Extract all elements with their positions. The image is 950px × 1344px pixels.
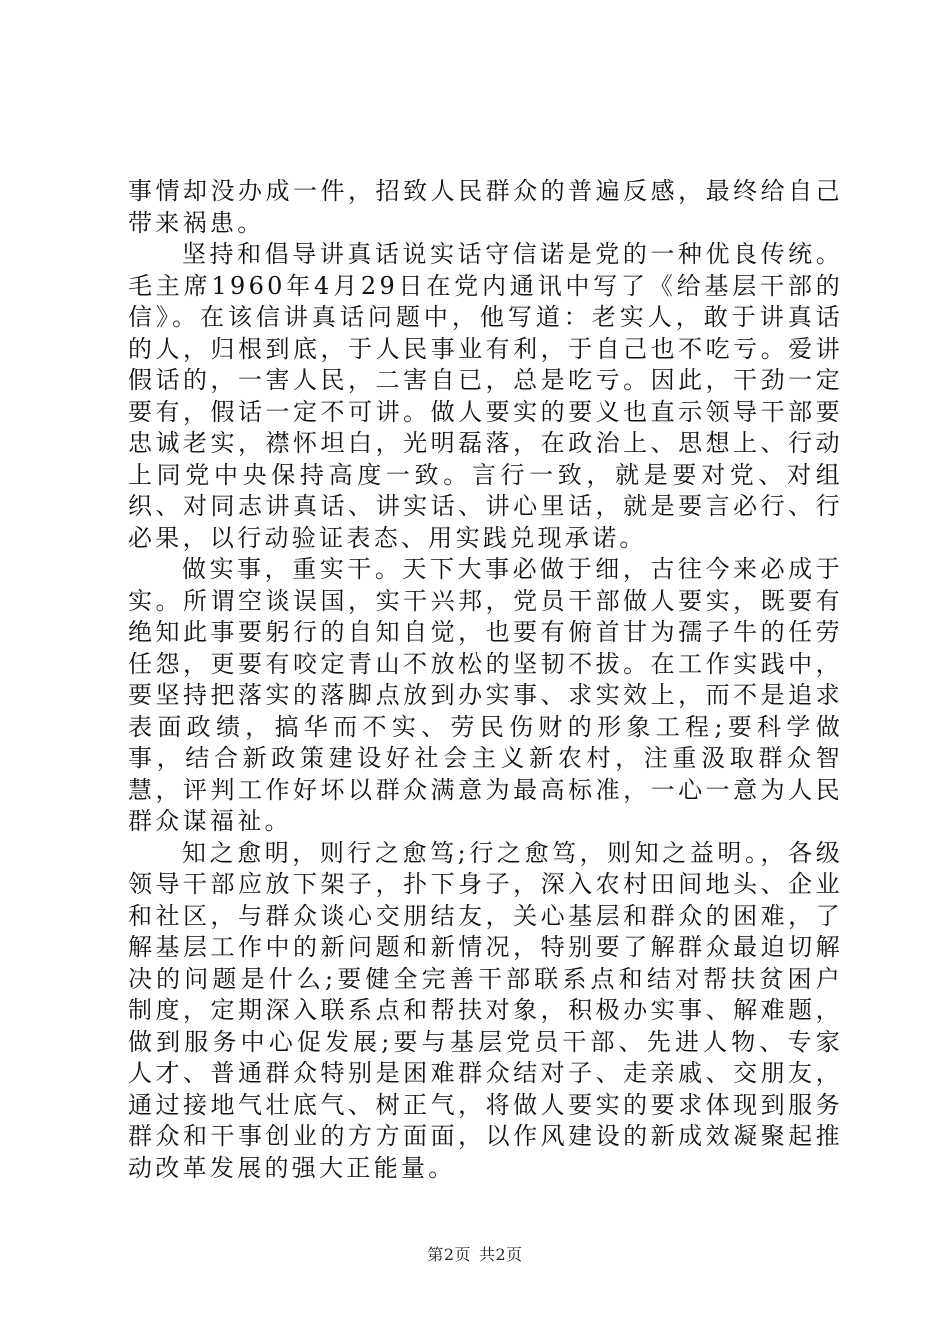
page-footer — [0, 1244, 950, 1266]
paragraph-2: 坚持和倡导讲真话说实话守信诺是党的一种优良传统。毛主席1960年4月29日在党内通讯中写了《给基层干部的信》。在该信讲真话问题中，他写道：老实人，敢于讲真话的人，归根到底，于人民事业有利，于自己也不吃亏。爱讲假话的，一害人民，二害自已，总是吃亏。因此，干劲一定要有，假话一定不可讲。做人要实的要义也直示领导干部要忠诚老实，襟怀坦白，光明磊落，在政治上、思想上、行动上同党中央保持高度一致。言行一致，就是要对党、对组织、对同志讲真话、讲实话、讲心里话，就是要言必行、行必果，以行动验证表态、用实践兑现承诺。 — [128, 240, 843, 552]
paragraph-3: 做实事，重实干。天下大事必做于细，古往今来必成于实。所谓空谈误国，实干兴邦，党员干部做人要实，既要有绝知此事要躬行的自知自觉，也要有俯首甘为孺子牛的任劳任怨，更要有咬定青山不放松的坚韧不拔。在工作实践中，要坚持把落实的落脚点放到办实事、求实效上，而不是追求表面政绩，搞华而不实、劳民伤财的形象工程;要科学做事，结合新政策建设好社会主义新农村，注重汲取群众智慧，评判工作好坏以群众满意为最高标准，一心一意为人民群众谋福祉。 — [128, 555, 843, 835]
paragraph-1: 事情却没办成一件，招致人民群众的普遍反感，最终给自己带来祸患。 — [128, 177, 843, 237]
page-number: 第2页 — [427, 1245, 471, 1264]
paragraph-4: 知之愈明，则行之愈笃;行之愈笃，则知之益明。，各级领导干部应放下架子，扑下身子，深入农村田间地头、企业和社区，与群众谈心交朋结友，关心基层和群众的困难，了解基层工作中的新问题和新情况，特别要了解群众最迫切解决的问题是什么;要健全完善干部联系点和结对帮扶贫困户制度，定期深入联系点和帮扶对象，积极办实事、解难题，做到服务中心促发展;要与基层党员干部、先进人物、专家人才、普通群众特别是困难群众结对子、走亲戚、交朋友，通过接地气壮底气、树正气，将做人要实的要求体现到服务群众和干事创业的方方面面，以作风建设的新成效凝聚起推动改革发展的强大正能量。 — [128, 838, 843, 1182]
page-total: 共2页 — [479, 1245, 523, 1264]
document-body — [128, 176, 843, 1184]
